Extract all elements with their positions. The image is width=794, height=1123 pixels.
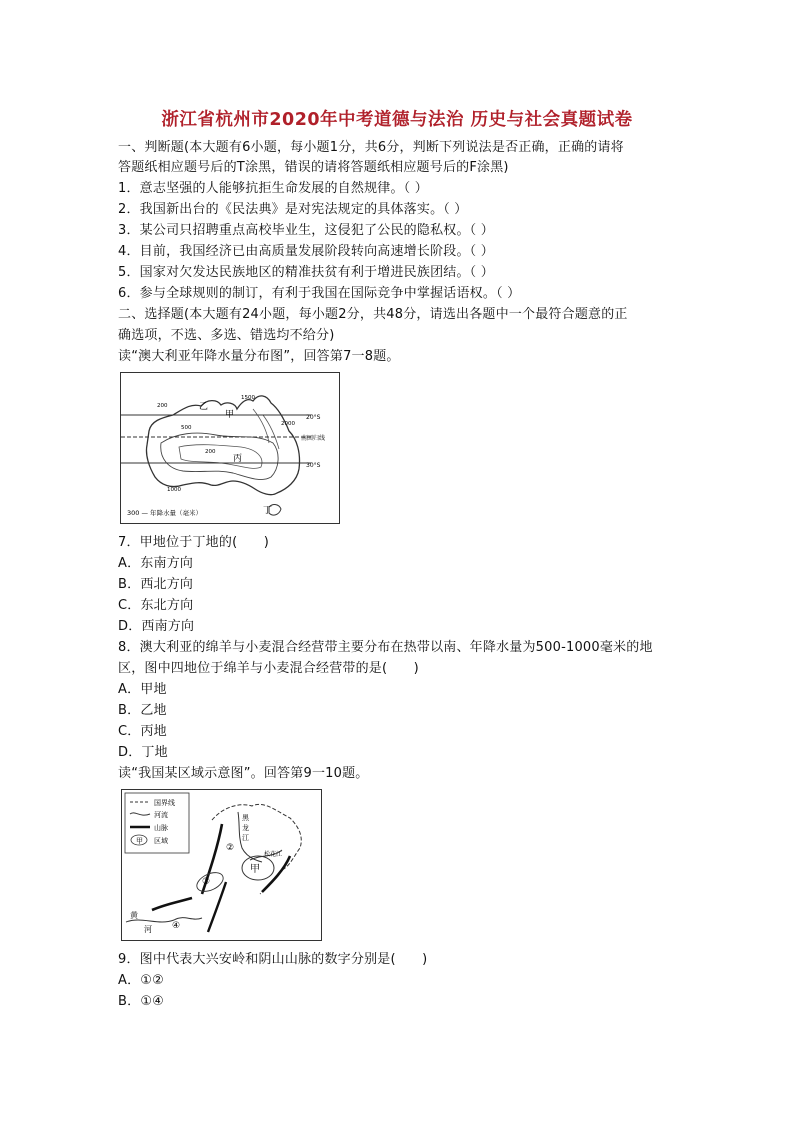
map2-label-2: ② bbox=[226, 843, 235, 853]
judge-item-6: 6．参与全球规则的制订，有利于我国在国际竞争中掌握话语权。（ ） bbox=[118, 286, 521, 301]
china-region-map bbox=[121, 789, 322, 941]
read-instruction-1: 读“澳大利亚年降水量分布图”，回答第7一8题。 bbox=[118, 349, 400, 364]
map2-label-he: 河 bbox=[144, 925, 152, 934]
iso-2000: 2000 bbox=[281, 421, 295, 427]
q7-stem: 7．甲地位于丁地的( ) bbox=[118, 535, 270, 550]
q9-option-b: B．①④ bbox=[118, 994, 165, 1009]
lat-label-30s: 30°S bbox=[306, 462, 321, 469]
judge-item-1: 1．意志坚强的人能够抗拒生命发展的自然规律。（ ） bbox=[118, 181, 428, 196]
judge-item-5: 5．国家对欠发达民族地区的精准扶贫有利于增进民族团结。（ ） bbox=[118, 265, 494, 280]
iso-200: 200 bbox=[157, 403, 168, 409]
judge-item-2: 2．我国新出台的《民法典》是对宪法规定的具体落实。（ ） bbox=[118, 202, 468, 217]
q7-option-d: D．西南方向 bbox=[118, 619, 195, 634]
map2-label-hei: 黑 bbox=[242, 814, 249, 822]
page-title: 浙江省杭州市2020年中考道德与法治 历史与社会真题试卷 bbox=[161, 110, 633, 130]
place-jia: 甲 bbox=[225, 410, 235, 420]
q9-stem: 9．图中代表大兴安岭和阴山山脉的数字分别是( ) bbox=[118, 952, 428, 967]
legend-river: 河流 bbox=[154, 811, 168, 819]
iso-1000: 1000 bbox=[167, 487, 181, 493]
australia-precipitation-map bbox=[120, 372, 340, 524]
q9-option-a: A．①② bbox=[118, 973, 165, 988]
lat-label-tropic: 南回归线 bbox=[301, 435, 326, 442]
legend-region: 区域 bbox=[154, 837, 168, 845]
q7-option-c: C．东北方向 bbox=[118, 598, 194, 613]
map2-label-jiang: 江 bbox=[242, 834, 249, 842]
q7-option-b: B．西北方向 bbox=[118, 577, 194, 592]
map2-label-jia: 甲 bbox=[250, 864, 260, 875]
mountain-3 bbox=[152, 898, 192, 910]
section1-intro: 一、判断题(本大题有6小题，每小题1分，共6分，判断下列说法是否正确，正确的请将 bbox=[118, 140, 624, 155]
section2-intro: 二、选择题(本大题有24小题，每小题2分，共48分，请选出各题中一个最符合题意的正 bbox=[118, 307, 628, 322]
judge-item-3: 3．某公司只招聘重点高校毕业生，这侵犯了公民的隐私权。（ ） bbox=[118, 223, 494, 238]
iso-500: 500 bbox=[181, 425, 192, 431]
place-ding: 丁 bbox=[263, 506, 273, 516]
section2-intro-cont: 确选项，不选、多选、错选均不给分) bbox=[118, 328, 335, 343]
q8-option-c: C．丙地 bbox=[118, 724, 167, 739]
map2-label-huang: 黄 bbox=[130, 911, 138, 920]
q7-option-a: A．东南方向 bbox=[118, 556, 194, 571]
mountain-4 bbox=[208, 882, 226, 932]
legend-mountain: 山脉 bbox=[154, 824, 168, 832]
iso-1500: 1500 bbox=[241, 395, 255, 401]
place-bing: 丙 bbox=[233, 454, 243, 464]
legend-border: 国界线 bbox=[154, 799, 175, 807]
read-instruction-2: 读“我国某区域示意图”。回答第9一10题。 bbox=[118, 766, 369, 781]
mountain-2 bbox=[262, 856, 290, 892]
judge-item-4: 4．目前，我国经济已由高质量发展阶段转向高速增长阶段。（ ） bbox=[118, 244, 494, 259]
q8-option-b: B．乙地 bbox=[118, 703, 167, 718]
place-yi: 乙 bbox=[199, 402, 209, 412]
map2-label-4: ④ bbox=[172, 921, 181, 931]
section1-intro-cont: 答题纸相应题号后的T涂黑，错误的请将答题纸相应题号后的F涂黑) bbox=[118, 160, 509, 175]
map1-legend: 300 — 年降水量（毫米） bbox=[127, 509, 203, 517]
map2-label-3: ③ bbox=[202, 877, 211, 887]
q8-option-d: D．丁地 bbox=[118, 745, 168, 760]
lat-label-20s: 20°S bbox=[306, 414, 321, 421]
q8-option-a: A．甲地 bbox=[118, 682, 167, 697]
q8-stem-cont: 区，图中四地位于绵羊与小麦混合经营带的是( ) bbox=[118, 661, 419, 676]
map2-label-long: 龙 bbox=[242, 824, 249, 832]
q8-stem: 8．澳大利亚的绵羊与小麦混合经营带主要分布在热带以南、年降水量为500-1000毫米的地 bbox=[118, 640, 653, 655]
legend-marker: 甲 bbox=[136, 837, 143, 845]
iso-200b: 200 bbox=[205, 449, 216, 455]
map2-label-songhua: 松花江 bbox=[264, 851, 283, 858]
